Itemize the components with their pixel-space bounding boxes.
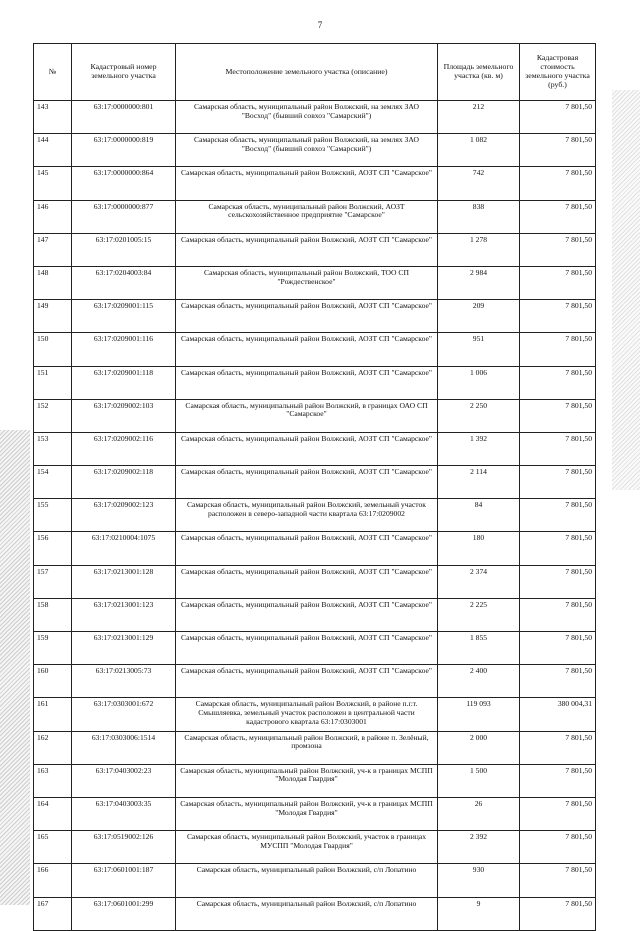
row-number-cell: 150 [34, 333, 72, 366]
row-number-cell: 153 [34, 432, 72, 465]
cadastral-number-cell: 63:17:0213001:123 [72, 598, 176, 631]
row-number-cell: 146 [34, 200, 72, 233]
area-cell: 1 082 [438, 134, 520, 167]
cadastral-cost-cell: 7 801,50 [520, 764, 596, 797]
cadastral-number-cell: 63:17:0403003:35 [72, 797, 176, 830]
table-row [34, 797, 596, 830]
cadastral-number-cell: 63:17:0000000:864 [72, 167, 176, 200]
cadastral-number-cell: 63:17:0213005:73 [72, 665, 176, 698]
location-cell: Самарская область, муниципальный район Волжский, АОЗТ СП "Самарское" [176, 432, 438, 465]
row-number-cell: 157 [34, 565, 72, 598]
area-cell: 1 855 [438, 632, 520, 665]
cadastral-cost-cell: 7 801,50 [520, 731, 596, 764]
area-cell: 26 [438, 797, 520, 830]
table-row [34, 632, 596, 665]
row-number-cell: 164 [34, 797, 72, 830]
cadastral-cost-cell: 7 801,50 [520, 532, 596, 565]
table-row [34, 134, 596, 167]
area-cell: 119 093 [438, 698, 520, 731]
cadastral-cost-cell: 7 801,50 [520, 432, 596, 465]
row-number-cell: 145 [34, 167, 72, 200]
table-header-row [34, 44, 596, 101]
cadastral-number-cell: 63:17:0209002:103 [72, 399, 176, 432]
table-row [34, 233, 596, 266]
table-row [34, 665, 596, 698]
table-row [34, 200, 596, 233]
area-cell: 1 278 [438, 233, 520, 266]
row-number-cell: 155 [34, 499, 72, 532]
cadastral-number-cell: 63:17:0210004:1075 [72, 532, 176, 565]
scan-shadow-left [0, 430, 30, 905]
location-cell: Самарская область, муниципальный район Волжский, АОЗТ СП "Самарское" [176, 632, 438, 665]
area-cell: 2 114 [438, 466, 520, 499]
area-cell: 2 250 [438, 399, 520, 432]
cadastral-cost-cell: 7 801,50 [520, 266, 596, 299]
cadastral-cost-cell: 7 801,50 [520, 200, 596, 233]
area-cell: 1 392 [438, 432, 520, 465]
cadastral-cost-cell: 7 801,50 [520, 134, 596, 167]
table-row [34, 333, 596, 366]
area-cell: 212 [438, 101, 520, 134]
cadastral-cost-cell: 380 004,31 [520, 698, 596, 731]
cadastral-number-cell: 63:17:0209001:115 [72, 300, 176, 333]
cadastral-number-cell: 63:17:0213001:128 [72, 565, 176, 598]
area-cell: 209 [438, 300, 520, 333]
location-cell: Самарская область, муниципальный район Волжский, в районе п.г.т. Смышляевка, земельный участок расположен в центральной части кадастрового квартала 63:17:0303001 [176, 698, 438, 731]
table-row [34, 266, 596, 299]
cadastral-number-cell: 63:17:0201005:15 [72, 233, 176, 266]
row-number-cell: 151 [34, 366, 72, 399]
location-cell: Самарская область, муниципальный район Волжский, земельный участок расположен в северо-западной части квартала 63:17:0209002 [176, 499, 438, 532]
row-number-cell: 144 [34, 134, 72, 167]
row-number-cell: 165 [34, 831, 72, 864]
cadastral-number-cell: 63:17:0303001:672 [72, 698, 176, 731]
area-cell: 180 [438, 532, 520, 565]
cadastral-number-cell: 63:17:0403002:23 [72, 764, 176, 797]
row-number-cell: 159 [34, 632, 72, 665]
table-row [34, 831, 596, 864]
cadastral-cost-cell: 7 801,50 [520, 167, 596, 200]
location-cell: Самарская область, муниципальный район Волжский, уч-к в границах МСПП "Молодая Гвардия" [176, 797, 438, 830]
location-cell: Самарская область, муниципальный район Волжский, АОЗТ СП "Самарское" [176, 300, 438, 333]
location-cell: Самарская область, муниципальный район Волжский, на землях ЗАО "Восход" (бывший совхоз "Самарский") [176, 134, 438, 167]
cadastral-cost-cell: 7 801,50 [520, 366, 596, 399]
header-num: № [34, 44, 72, 101]
location-cell: Самарская область, муниципальный район Волжский, уч-к в границах МСПП "Молодая Гвардия" [176, 764, 438, 797]
header-cadastral: Кадастровый номер земельного участка [72, 44, 176, 101]
cadastral-cost-cell: 7 801,50 [520, 665, 596, 698]
cadastral-number-cell: 63:17:0209002:118 [72, 466, 176, 499]
table-row [34, 532, 596, 565]
location-cell: Самарская область, муниципальный район Волжский, в границах ОАО СП "Самарское" [176, 399, 438, 432]
cadastral-cost-cell: 7 801,50 [520, 797, 596, 830]
row-number-cell: 162 [34, 731, 72, 764]
table-row [34, 864, 596, 897]
cadastral-number-cell: 63:17:0213001:129 [72, 632, 176, 665]
location-cell: Самарская область, муниципальный район Волжский, в районе п. Зелёный, промзона [176, 731, 438, 764]
cadastral-number-cell: 63:17:0209001:116 [72, 333, 176, 366]
row-number-cell: 163 [34, 764, 72, 797]
area-cell: 2 984 [438, 266, 520, 299]
location-cell: Самарская область, муниципальный район Волжский, АОЗТ СП "Самарское" [176, 333, 438, 366]
cadastral-number-cell: 63:17:0209002:116 [72, 432, 176, 465]
cadastral-cost-cell: 7 801,50 [520, 233, 596, 266]
row-number-cell: 148 [34, 266, 72, 299]
area-cell: 2 374 [438, 565, 520, 598]
row-number-cell: 158 [34, 598, 72, 631]
cadastral-number-cell: 63:17:0303006:1514 [72, 731, 176, 764]
cadastral-number-cell: 63:17:0519002:126 [72, 831, 176, 864]
header-area: Площадь земельного участка (кв. м) [438, 44, 520, 101]
location-cell: Самарская область, муниципальный район Волжский, АОЗТ СП "Самарское" [176, 532, 438, 565]
table-row [34, 432, 596, 465]
row-number-cell: 161 [34, 698, 72, 731]
cadastral-cost-cell: 7 801,50 [520, 399, 596, 432]
cadastral-cost-cell: 7 801,50 [520, 831, 596, 864]
location-cell: Самарская область, муниципальный район Волжский, с/п Лопатино [176, 864, 438, 897]
area-cell: 2 392 [438, 831, 520, 864]
row-number-cell: 147 [34, 233, 72, 266]
location-cell: Самарская область, муниципальный район Волжский, АОЗТ СП "Самарское" [176, 366, 438, 399]
location-cell: Самарская область, муниципальный район Волжский, участок в границах МУСПП "Молодая Гвардия" [176, 831, 438, 864]
area-cell: 742 [438, 167, 520, 200]
cadastral-cost-cell: 7 801,50 [520, 101, 596, 134]
cadastral-cost-cell: 7 801,50 [520, 466, 596, 499]
table-row [34, 731, 596, 764]
cadastral-cost-cell: 7 801,50 [520, 333, 596, 366]
cadastral-cost-cell: 7 801,50 [520, 897, 596, 930]
table-row [34, 167, 596, 200]
row-number-cell: 160 [34, 665, 72, 698]
table-row [34, 897, 596, 930]
row-number-cell: 154 [34, 466, 72, 499]
table-row [34, 300, 596, 333]
location-cell: Самарская область, муниципальный район Волжский, АОЗТ СП "Самарское" [176, 466, 438, 499]
area-cell: 1 006 [438, 366, 520, 399]
location-cell: Самарская область, муниципальный район Волжский, АОЗТ СП "Самарское" [176, 598, 438, 631]
header-location: Местоположение земельного участка (описание) [176, 44, 438, 101]
cadastral-number-cell: 63:17:0601001:187 [72, 864, 176, 897]
row-number-cell: 167 [34, 897, 72, 930]
row-number-cell: 143 [34, 101, 72, 134]
cadastral-number-cell: 63:17:0000000:819 [72, 134, 176, 167]
cadastral-cost-cell: 7 801,50 [520, 499, 596, 532]
location-cell: Самарская область, муниципальный район Волжский, с/п Лопатино [176, 897, 438, 930]
location-cell: Самарская область, муниципальный район Волжский, АОЗТ СП "Самарское" [176, 167, 438, 200]
area-cell: 2 400 [438, 665, 520, 698]
table-row [34, 698, 596, 731]
cadastral-cost-cell: 7 801,50 [520, 565, 596, 598]
area-cell: 84 [438, 499, 520, 532]
cadastral-cost-cell: 7 801,50 [520, 300, 596, 333]
cadastral-cost-cell: 7 801,50 [520, 598, 596, 631]
row-number-cell: 156 [34, 532, 72, 565]
table-row [34, 399, 596, 432]
cadastral-table [33, 43, 596, 931]
cadastral-number-cell: 63:17:0601001:299 [72, 897, 176, 930]
page-number: 7 [317, 20, 323, 30]
header-cost: Кадастровая стоимость земельного участка (руб.) [520, 44, 596, 101]
location-cell: Самарская область, муниципальный район Волжский, АОЗТ СП "Самарское" [176, 233, 438, 266]
location-cell: Самарская область, муниципальный район Волжский, АОЗТ СП "Самарское" [176, 565, 438, 598]
cadastral-number-cell: 63:17:0000000:877 [72, 200, 176, 233]
location-cell: Самарская область, муниципальный район Волжский, АОЗТ сельскохозяйственное предприятие "Самарское" [176, 200, 438, 233]
area-cell: 2 000 [438, 731, 520, 764]
table-row [34, 764, 596, 797]
row-number-cell: 166 [34, 864, 72, 897]
location-cell: Самарская область, муниципальный район Волжский, ТОО СП "Рождественское" [176, 266, 438, 299]
location-cell: Самарская область, муниципальный район Волжский, на землях ЗАО "Восход" (бывший совхоз "Самарский") [176, 101, 438, 134]
cadastral-cost-cell: 7 801,50 [520, 864, 596, 897]
table-row [34, 466, 596, 499]
location-cell: Самарская область, муниципальный район Волжский, АОЗТ СП "Самарское" [176, 665, 438, 698]
row-number-cell: 149 [34, 300, 72, 333]
cadastral-cost-cell: 7 801,50 [520, 632, 596, 665]
area-cell: 2 225 [438, 598, 520, 631]
area-cell: 951 [438, 333, 520, 366]
cadastral-number-cell: 63:17:0209001:118 [72, 366, 176, 399]
cadastral-number-cell: 63:17:0204003:84 [72, 266, 176, 299]
table-row [34, 598, 596, 631]
area-cell: 838 [438, 200, 520, 233]
table-row [34, 101, 596, 134]
area-cell: 9 [438, 897, 520, 930]
row-number-cell: 152 [34, 399, 72, 432]
cadastral-number-cell: 63:17:0000000:801 [72, 101, 176, 134]
table-row [34, 366, 596, 399]
table-row [34, 499, 596, 532]
area-cell: 1 500 [438, 764, 520, 797]
table-row [34, 565, 596, 598]
cadastral-number-cell: 63:17:0209002:123 [72, 499, 176, 532]
scan-shadow-right [612, 90, 640, 490]
area-cell: 930 [438, 864, 520, 897]
